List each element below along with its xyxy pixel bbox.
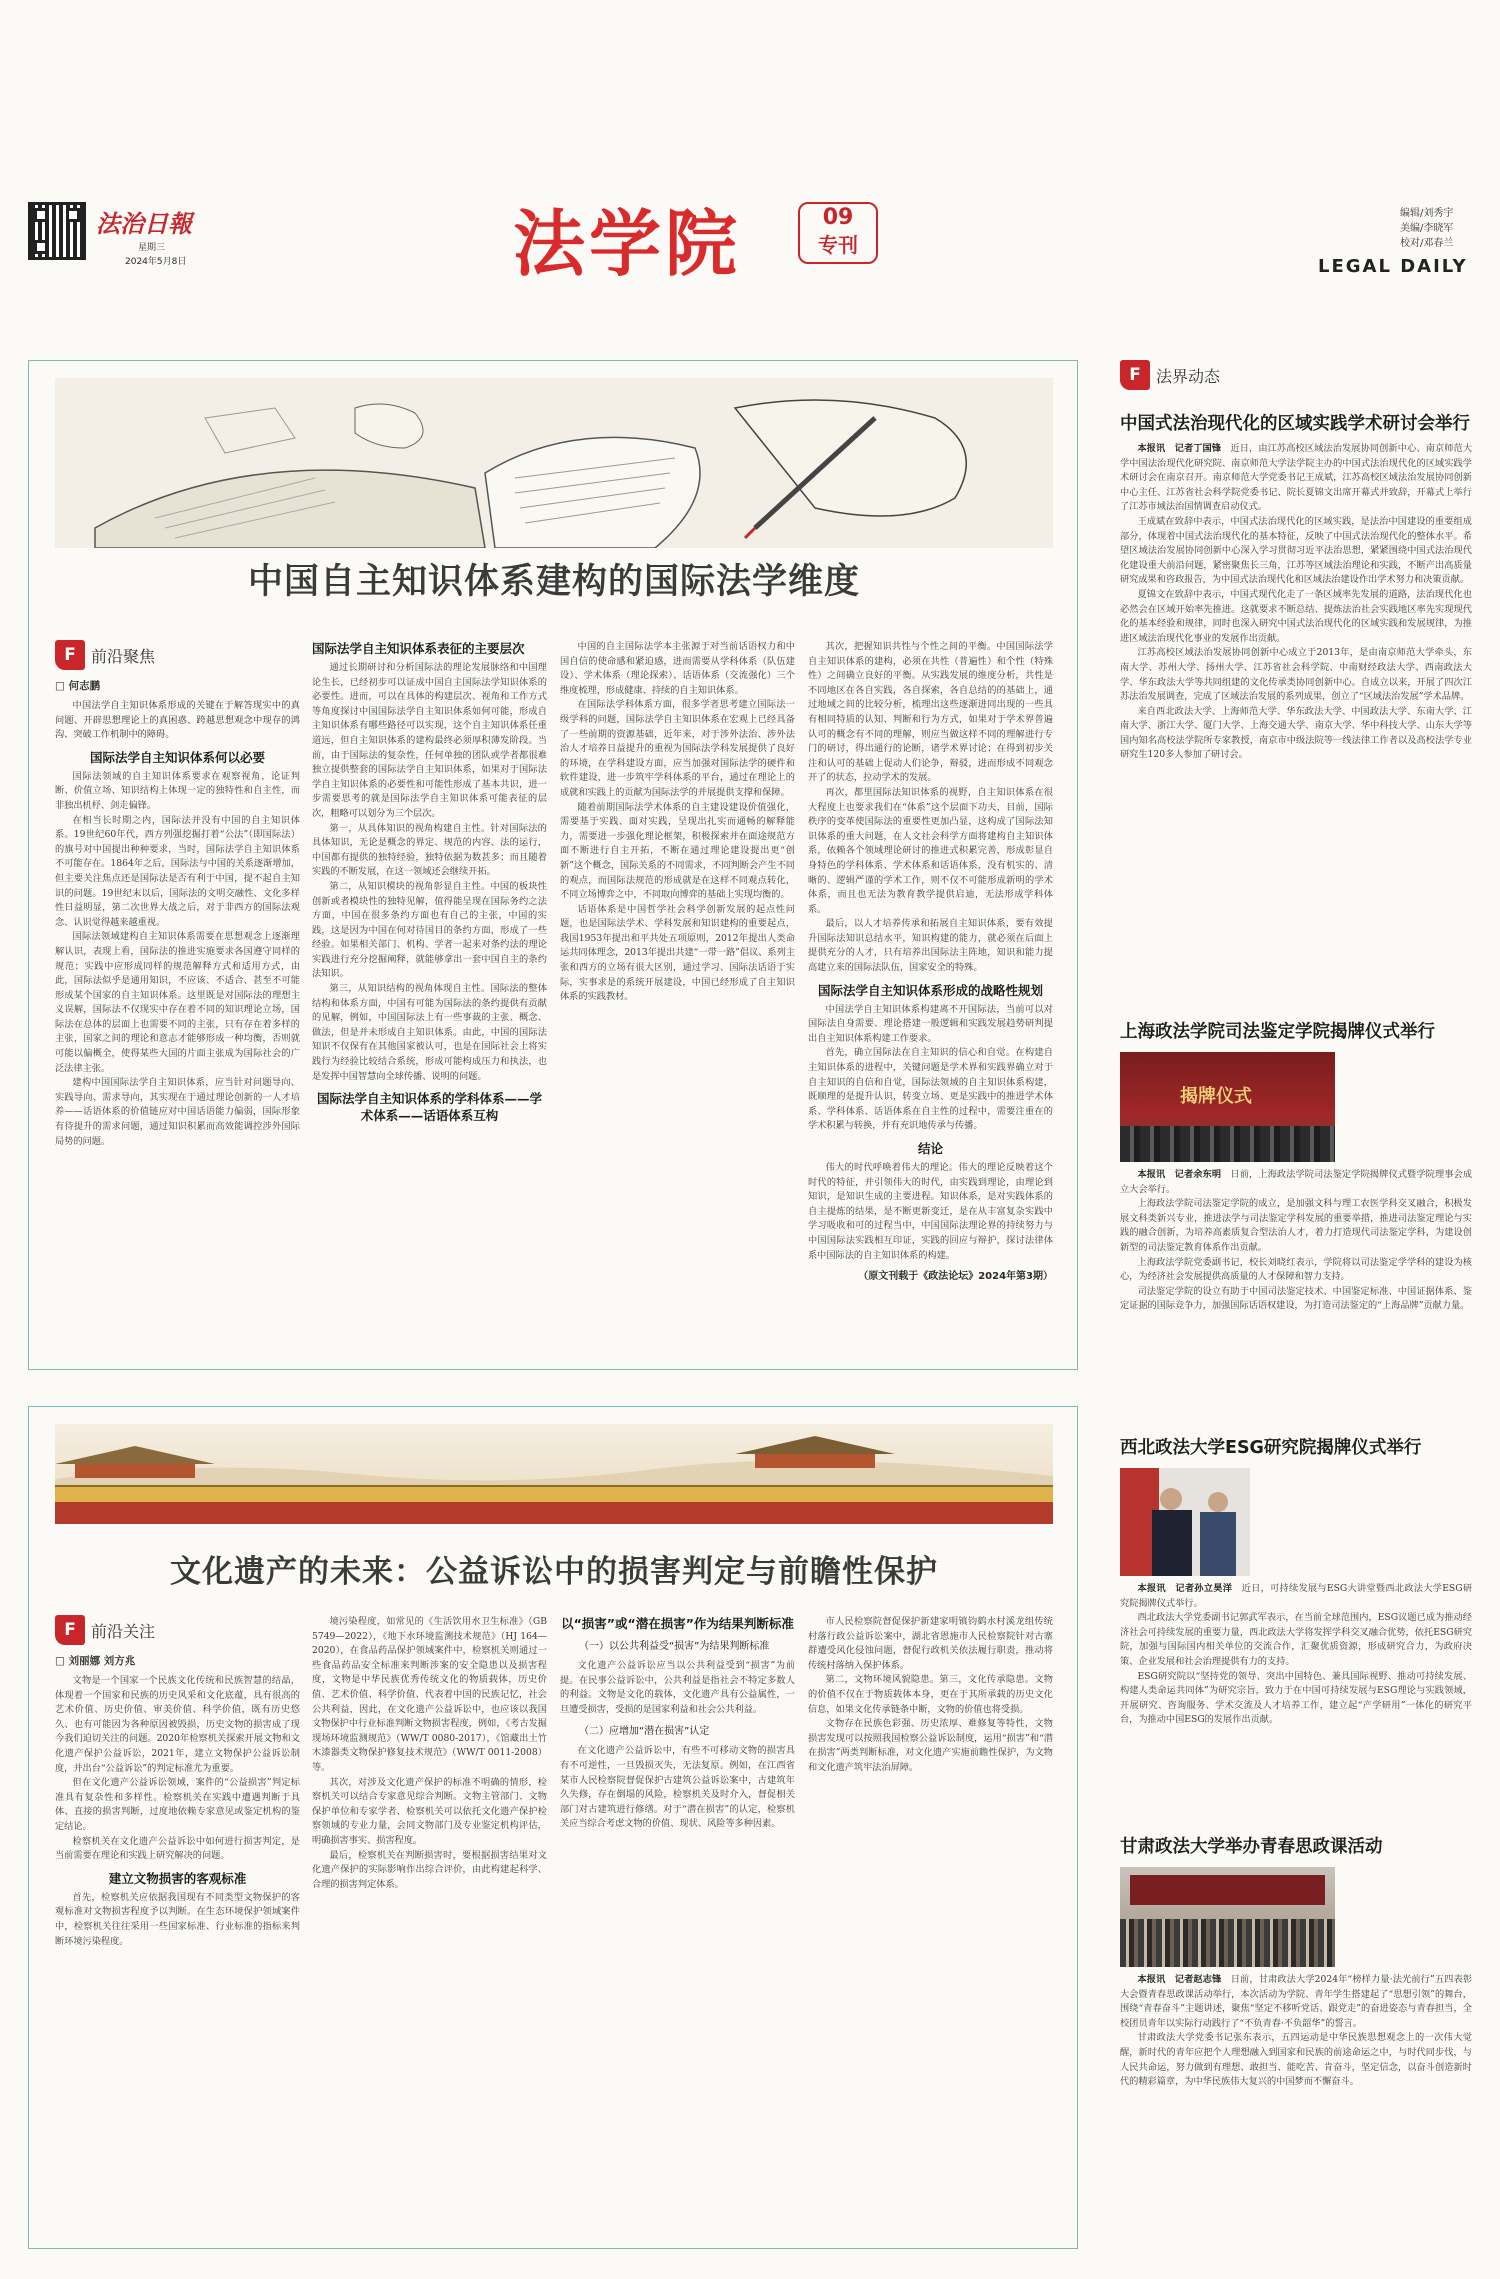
news-title-2: 上海政法学院司法鉴定学院揭牌仪式举行 [1120,1022,1435,1042]
news-body-3: 本报讯 记者孙立昊洋 近日，可持续发展与ESG大讲堂暨西北政法大学ESG研究院揭牌仪式举行。 西北政法大学党委副书记郭武军表示，在当前全球范围内，ESG议题已成为推动经济社会可持续发展的重要力量，西北政法大学将发挥学科交叉融合优势，依托ESG研究院，加强与国际国内相关单位的交流合作，汇聚优质资源，形成研究合力，为政府决策、企业发展和社会治理提供有力的支持。 ESG研究院以“坚持党的领导、突出中国特色、兼具国际视野、推动可持续发展、构建人类命运共同体”为研究宗旨，致力于在中国可持续发展与ESG理论与实践领域，开展研究、咨询服务、学术交流及人才培养工作，建立起“产学研用”一体化的研究平台，为推动中国ESG的发展作出贡献。 [1120,1583,1472,1726]
article2-heading-2: 以“损害”或“潜在损害”作为结果判断标准 [561,1616,794,1631]
article1-col1 [55,640,300,1149]
section-title: 法学院 [513,202,742,286]
article2-col1: F 前沿关注 □ 刘丽娜 刘方兆 文物是一个国家一个民族文化传统和民族智慧的结晶，体现着一个国家和民族的历史风采和文化底蕴，具有很高的艺术价值、历史价值、审美价值、科学价值，既有历史悠久、也有可能因为各种原因被毁损，历史文物的损害成了现今我们迫切关注的问题。2020年检察机关探索开展文物和文化遗产保护公益诉讼，2021年，建立文物保护公益诉讼制度，并出台“公益诉讼”的判定标准尤为重要。 但在文化遗产公益诉讼领域，案件的“公益损害”判定标准具有复杂性和多样性。检察机关在实践中遭遇判断于具体、直接的损害判断，过度地依赖专家意见或鉴定机构的鉴定结论。 检察机关在文化遗产公益诉讼中如何进行损害判定，是当前需要在理论和实践上研究解决的问题。 建立文物损害的客观标准 首先，检察机关应依据我国现有不同类型文物保护的客观标准对文物损害程度予以判断。在生态环境保护领域案件中，检察机关往往采用一些国家标准、行业标准的指标来判断环境污染程度。 [55,1615,300,2245]
article1-col1-text: 国际法领域的自主知识体系要求在观察视角、论证判断、价值立场、知识结构上体现一定的独特性和自主性，而非独出机杼、剑走偏锋。 在相当长时期之内，国际法并没有中国的自主知识体系。19世纪60年代，西方列强挖掘打着“公法”（即国际法）的旗号对中国提出种种要求，当时，国际法学自主知识体系不可能存在。1864年之后，国际法与中国的关系逐渐增加，但主要关注焦点还是国际法是否有利于中国，提不起自主知识的问题。19世纪末以后，国际法的文明交融性、文化多样性日益明显，第二次世界大战之后，对于非西方的国际法观念、认识觉得越来越重视。 国际法领域建构自主知识体系需要在思想观念上逐渐理解认识，表现上看，国际法的推进实施要求各国遵守同样的规范；实践中应形成同样的规范解释方式和适用方式，由此，国际法似乎是通用知识，不应该、不适合、甚至不可能形成某个国家的自主知识体系。这里既是对国际法的理想主义误解，国际法不仅现实中存在着不同的知识理论立场，国际法在总体的层面上也需要不同的主张，只有存在着多样的主张，国家之间的理论和意志才能够形成一种均衡，否则就可能以偏概全，使得某些大国的片面主张成为国际社会的广泛法律主张。 建构中国国际法学自主知识体系，应当针对问题导向、实践导向、需求导向，其实现在于通过理论创新的一人才培养——话语体系的价值链应对中国话语能力偏弱，国际形象有待提升的需求问题，通过知识积累而高效能调控涉外国际局势的问题。 [55,770,300,1147]
news-photo-3 [1120,1468,1250,1576]
article1-title: 中国自主知识体系建构的国际法学维度 [247,562,860,602]
tag-icon: F [1120,360,1150,390]
article1-heading-4: 国际法学自主知识体系形成的战略性规划 [817,982,1043,998]
article2-subheading-b: （二）应增加“潜在损害”认定 [579,1726,710,1738]
article2-tag [55,1615,300,1645]
article1-author: □ 何志鹏 [55,680,101,692]
tag-label: 前沿聚焦 [91,646,156,666]
article2-subheading-a: （一）以公共利益受“损害”为结果判断标准 [579,1641,770,1652]
tag-label: 前沿关注 [91,1621,156,1641]
issue-date: 2024年5月8日 [125,257,187,267]
article1-col4: 其次，把握知识共性与个性之间的平衡。中国国际法学自主知识体系的建构，必须在共性（普遍性）和个性（特殊性）之间确立良好的平衡。从实践发展的维度分析，共性是不同地区在各自实践，各自探索，各自总结的的基础上，通过地域之间的比较分析，梳理出这些逐渐进同出现的一些具有相同特质的认知、判断和行为方式，如果对于学术界普遍认可的概念有不同的理解，则应当做这样不同的理解进行专门的研讨，得出通行的论断，诸学术界讨论；在得到初步关注和认可的基础上促动人们论争，辩驳，进而形成不同观念开了的状态，拉动学术的发展。 再次，都里国际法知识体系的视野，自主知识体系在很大程度上也要求我们在“体系”这个层面下功夫，目前，国际秩序的变革使国际法的重要性更加凸显，这构成了国际法知识体系的重大问题，在人文社会科学方面将建构自主知识体系，依赖各个领域理论研讨的推进式积累完善，形成彰显自身特色的学科体系、学术体系和话语体系，没有机实的、清晰的、逻辑严谨的学术工作，则不仅不可能形成新明的学术体系，而且也无法为教育教学提供启迪，无法形成学科体系。 最后，以人才培养传承和拓展自主知识体系，要有效提升国际法知识总结水平，知识构建的能力，就必须在后面上提供充分的人才，只有培养出国际法主阵地，知识和能力提高建立来的国际法队伍，国家安全的特殊。 国际法学自主知识体系形成的战略性规划 中国法学自主知识体系构建离不开国际法，当前可以对国际法自身需要、理论搭建一般逻辑和实践发展趋势研判提出自主知识体系构建工作要求。 首先，确立国际法在自主知识的信心和自觉。在构建自主知识体系的进程中，关键问题是学术界和实践界确立对于自主知识的自信和自觉，国际法领域的自主知识体系构建，既顺理的是提升认识，转变立场、更是实践中的推进学术体系、学科体系、话语体系在自主性的过程中，需要注重在的学术积累与转换，并有充识地传承与传播。 结论 伟大的时代呼唤着伟大的理论。伟大的理论反映着这个时代的特征，并引领伟大的时代，由实践到理论，由理论到知识，是知识生成的主要进程。知识体系，是对实践体系的自主提炼的结果，是不断更新变迁，是在从丰富复杂实践中学习吸收和可的过程当中，中国国际法理论界的持续努力与中国国际法实践相互印证，实践的回应与辩护，探讨法律体系中国际法的自主知识体系的构建。 （原文刊载于《政法论坛》2024年第3期） [808,641,1053,1283]
article1-col2: 国际法学自主知识体系表征的主要层次 通过长期研讨和分析国际法的理论发展脉络和中国理论生长，已经初步可以证成中国自主国际法学知识体系的必要性。进而，可以在具体的构建层次、视角和工作方式等角度探讨中国国际法学自主知识体系如何可能，形成自主知识体系有哪些路径可以实现，这个自主知识体系任重道远，但自主知识体系的建构最终必须厚积薄发阶段。当前，由于国际法的复杂性，任何单独的团队或学者都很难独立提供整套的国际法学自主知识体系，如果对于国际法学自主知识体系的必要性和可能性形成了基本共识，进一步需要思考的就是国际法学自主知识体系可能表征的层次，粗略可以划分为三个层次。 第一，从具体知识的视角构建自主性。针对国际法的具体知识，无论是概念的界定、规范的内容、法的运行，中国都有提供的独特经验，独特依据为数甚多；而且随着实践的不断发展，在这一领域还会继续开拓。 第二，从知识模块的视角彰显自主性。中国的板块性创新或者模块性的独特见解，值得能呈现在国际务约之法方面，中国在很多条约方面也有自己的主张，中国的实践，这是因为中国在何对待国目的条约方面，形成了一些经验。如果相关部门、机构、学者一起来对条约法的理论实践进行充分挖掘阐释，就能够拿出一套中国自主的条约法知识。 第三，从知识结构的视角体现自主性。国际法的整体结构和体系方面，中国有可能为国际法的条约提供有贡献的见解，例如，中国国际法上有一些事裁的主张、概念、做法，但是并未形成自主知识体系。由此，中国的国际法知识不仅保有在其他国家被认可，也是在国际社会上将实践行为经验比较结合系统，形成可能构成压力和执法，也是发挥中国智慧向全球传播、说明的问题。 国际法学自主知识体系的学科体系——学术体系——话语体系互构 [312,641,547,1124]
news-title-1: 中国式法治现代化的区域实践学术研讨会举行 [1120,414,1470,434]
editor-credit: 编辑/刘秀宇 [1400,208,1454,219]
article1-col3: 中国的自主国际法学本主张源于对当前话语权力和中国自信的使命感和紧迫感，进而需要从学科体系（队伍建设）、学术体系（理论探索）、话语体系（交流强化）三个维度梳理，形成健康、持续的自主知识体系。 在国际法学科体系方面，很多学者思考建立国际法一级学科的问题，国际法学自主知识体系在宏观上已经具备了一些前期的资源基础，近年来，对于涉外法治、涉外法治人才培养日益提升的重视为国际法学科发展提供了良好的环境，在学科建设方面，应当加强对国际法学的硬件和软件建设，进一步筑牢学科体系的平台，通过在理论上的成就和实践上的贡献为国际法学的并展提供支撑和保障。 随着前期国际法学术体系的自主建设建设价值强化，需要基于实践、面对实践，呈现出扎实而通畅的解释能力，需要进一步强化理论框架，积极探索并在面途规范方面不断进行自主开拓，不断在通过理论建设提出更“创新”这个概念，国际关系的不同需求，不同判断会产生不同的观点，而国际法规范的形成就是在这样不同观点转化，不同立场博弈之中，不同取向博弈的基础上实现均衡的。 话语体系是中国哲学社会科学创新发展的起点性问题，也是国际法学术、学科发展和知识建构的重要起点，我国1953年提出和平共处五项原则，2012年提出人类命运共同体理念，2013年提出共建“一带一路”倡议、系列主张和西方的立场有很大区别，通过学习、国际法话语于实际，实事求是的系统开展建设，中国已经形成了自主知识体系的实践教材。 [560,641,795,1003]
english-title: LEGAL DAILY [1318,256,1468,277]
news-body-4: 本报讯 记者赵志锋 日前，甘肃政法大学2024年“榜样力量·法光前行”五四表彰大会暨青春思政课活动举行，本次活动为学院、青年学生搭建起了“思想引领”的舞台，围绕“青春奋斗”主题讲述，聚焦“坚定不移听党话、跟党走”的奋进姿态与青春担当，全校团员青年以实际行动践行了“不负青春·不负韶华”的誓言。 甘肃政法大学党委书记张东表示，五四运动是中华民族思想观念上的一次伟大觉醒，新时代的青年应把个人理想融入到国家和民族的前途命运之中，与时代同步伐，与人民共命运，努力做到有理想、敢担当、能吃苦、肯奋斗，坚定信念，以奋斗创造新时代的精彩篇章，为中华民族伟大复兴的中国梦而不懈奋斗。 [1120,1974,1472,2088]
article2-heading-1: 建立文物损害的客观标准 [108,1870,247,1886]
article1-heading-5: 结论 [917,1141,943,1156]
masthead [28,200,1478,292]
news-tag [1120,360,1472,390]
article1-lead: 中国法学自主知识体系形成的关键在于解答现实中的真问题、开辟思想理论上的真困惑、跨越思想观念中现存的鸿沟、突破工作机制中的障碍。 [55,700,300,741]
news-title-4: 甘肃政法大学举办青春思政课活动 [1120,1837,1383,1857]
staff-credits [1400,206,1453,251]
tag-icon: F [55,640,85,670]
article2-col4: 市人民检察院督促保护新建家明镇钧鹤水村溪龙组传统村落行政公益诉讼案中，湖北省恩施市人民检察院针对古寨群遭受风化侵蚀问题，督促行政机关依法履行职责，推动将传统村落纳入保护体系。 第二，文物环境风貌隐患。第三，文化传承隐患。文物的价值不仅在于物质载体本身，更在于其所承载的历史文化信息，如果文化传承链条中断，文物的价值也将受损。 文物存在民族色彩强、历史浓厚、难修复等特性，文物损害发现可以按照我国检察公益诉讼制度，运用“损害”和“潜在损害”两类判断标准，对文化遗产实施前瞻性保护，为文物和文化遗产筑牢法治屏障。 [808,1616,1053,1773]
news-title-3: 西北政法大学ESG研究院揭牌仪式举行 [1120,1438,1422,1458]
article1-banner-illustration [55,378,1053,548]
article1-heading-3: 国际法学自主知识体系的学科体系——学术体系——话语体系互构 [316,1091,542,1124]
page-type: 专刊 [818,233,858,257]
article2-col3: 以“损害”或“潜在损害”作为结果判断标准 （一）以公共利益受“损害”为结果判断标准 文化遗产公益诉讼应当以公共利益受到“损害”为前提。在民事公益诉讼中，公共利益是指社会不特定多数人的利益。文物是文化的载体，文化遗产具有公益属性，一旦遭受损害，受损的是国家利益和社会公共利益。 （二）应增加“潜在损害”认定 在文化遗产公益诉讼中，有些不可移动文物的损害具有不可逆性，一旦毁损灭失，无法复原。例如，在江西省某市人民检察院督促保护古建筑公益诉讼案中，古建筑年久失修，存在倒塌的风险，检察机关及时介入，督促相关部门对古建筑进行修缮。对于“潜在损害”的认定，检察机关应当综合考虑文物的价值、现状、风险等多种因素。 [560,1616,795,1830]
article1-heading-2: 国际法学自主知识体系表征的主要层次 [312,641,525,656]
news-body-1: 本报讯 记者丁国锋 近日，由江苏高校区域法治发展协同创新中心、南京师范大学中国法治现代化研究院、南京师范大学法学院主办的中国式法治现代化的区域实践学术研讨会在南京召开。南京师范大学党委书记王成斌，江苏高校区域法治发展协同创新中心主任、江苏省社会科学院党委书记、院长夏锦文出席开幕式并致辞，开幕式上举行了江苏市域法治国情调查启动仪式。 王成斌在致辞中表示，中国式法治现代化的区域实践，是法治中国建设的重要组成部分，体现着中国式法治现代化的基本特征，反映了中国式法治现代化的整体水平。希望区域法治发展协同创新中心深入学习贯彻习近平法治思想，紧紧围绕中国式法治现代化建设重大前沿问题，紧密聚焦长三角，江苏等区域法治理论和实践，不断产出高质量研究成果和咨政报告，为中国式法治现代化和区域法治建设作出学术努力和决策贡献。 夏锦文在致辞中表示，中国式现代化走了一条区域率先发展的道路，法治现代化也必然会在区域开始率先推进。这就要求不断总结、提炼法治社会实践地区率先实现现代化的基本经验和规律，同时也深入研究中国式法治现代化的区域实践和发展规律，为推进区域法治现代化事业的发展作出贡献。 江苏高校区域法治发展协同创新中心成立于2013年，是由南京师范大学牵头，东南大学、苏州大学、扬州大学、江苏省社会科学院、中南财经政法大学、西南政法大学、华东政法大学等共同组建的文化传承类协同创新中心。自成立以来，开展了四次江苏法治发展调查，完成了区域法治发展的系列成果，创立了“区域法治发展”学术品牌。 来自西北政法大学、上海师范大学、华东政法大学、中国政法大学、东南大学、江南大学、浙江大学、厦门大学、上海交通大学、南京大学、华中科技大学、山东大学等国内知名高校法学院所专家教授，南京市中级法院等一线法律工作者以及高校法学专业研究生120多人参加了研讨会。 [1120,443,1472,761]
article1-source: （原文刊载于《政法论坛》2024年第3期） [858,1271,1053,1283]
author-name: 刘丽娜 刘方兆 [68,1655,136,1667]
paper-logo: 法治日報 [96,209,192,238]
author-name: 何志鹏 [68,680,101,692]
news-column [1120,360,1472,2255]
article1-heading-1: 国际法学自主知识体系何以必要 [89,749,265,765]
ceremony-banner: 揭牌仪式 [1180,1086,1252,1107]
art-editor-credit: 美编/李晓军 [1400,223,1454,234]
article1-tag [55,640,300,670]
tag-icon: F [55,1615,85,1645]
news-photo-4 [1120,1867,1335,1967]
article2-author: □ 刘丽娜 刘方兆 [55,1655,136,1667]
article2-banner-illustration [55,1424,1053,1524]
weekday: 星期三 [138,243,166,253]
qr-code-icon [28,202,86,260]
news-photo-2 [1120,1052,1335,1162]
page-badge [798,202,878,264]
article2-title: 文化遗产的未来：公益诉讼中的损害判定与前瞻性保护 [170,1554,938,1590]
news-body-2: 本报讯 记者余东明 日前，上海政法学院司法鉴定学院揭牌仪式暨学院理事会成立大会举行。 上海政法学院司法鉴定学院的成立，是加强文科与理工农医学科交叉融合，积极发展文科类新兴专业，推进法学与司法鉴定学科发展的重要举措，推进司法鉴定理论与实践的融合创新，为培养高素质复合型法治人才，着力打造现代司法鉴定学科，为建设创新型的司法鉴定教育体系作出贡献。 上海政法学院党委副书记，校长刘晓红表示，学院将以司法鉴定学学科的建设为核心，为经济社会发展提供高质量的人才保障和智力支持。 司法鉴定学院的设立有助于中国司法鉴定技术、中国鉴定标准、中国证据体系、鉴定证据的国际竞争力，加强国际话语权建设，为打造司法鉴定的“上海品牌”贡献力量。 [1120,1169,1472,1312]
proofreader-credit: 校对/邓春兰 [1400,238,1454,249]
tag-label: 法界动态 [1156,366,1221,386]
article2-col2: 境污染程度，如常见的《生活饮用水卫生标准》（GB 5749—2022），《地下水环境监测技术规范》（HJ 164—2020），在食品药品保护领域案件中，检察机关则通过一些食品药品安全标准来判断涉案的安全隐患以及损害程度，文物是中华民族优秀传统文化的物质载体，历史价值、艺术价值、科学价值、代表着中国的民族记忆，社会公共利益，因此，在文化遗产公益诉讼中，也应该以我国文物保护中行业标准判断文物损害程度，例如，《考古发掘现场环境监测规范》（WW/T 0080-2017），《馆藏出土竹木漆器类文物保护修复技术规范》（WW/T 0011-2008）等。 其次，对涉及文化遗产保护的标准不明确的情形，检察机关可以结合专家意见综合判断。文物主管部门、文物保护单位和专家学者、检察机关可以依托文化遗产保护检察领域的专业力量，会同文物部门及专业鉴定机构评估，明确损害事实、损害程度。 最后，检察机关在判断损害时，要根据损害结果对文化遗产保护的实际影响作出综合评价，由此构建起科学、合理的损害判定体系。 [312,1616,547,1890]
page-number: 09 [822,205,854,230]
